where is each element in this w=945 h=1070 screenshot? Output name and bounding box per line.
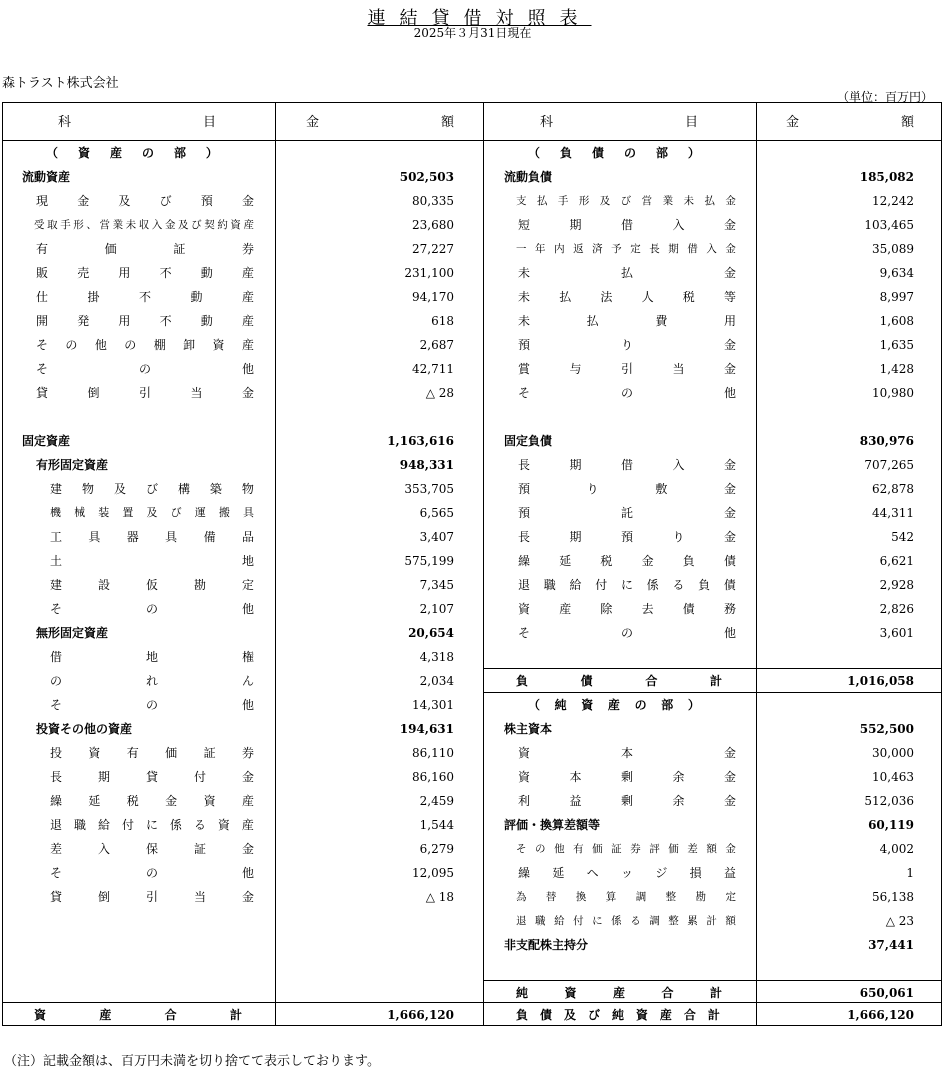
line-item-value: 27,227 [412,242,454,256]
line-item-label: 退 職 給 付 に 係 る 資 産 [50,818,254,832]
line-item-label: 長 期 預 り 金 [518,530,736,544]
line-item-value: 4,318 [419,650,454,664]
line-item-value: 10,980 [872,386,914,400]
line-item-label: 資 本 剰 余 金 [518,770,736,784]
line-item-label: そ の 他 [50,698,254,712]
line-item-label: 株主資本 [504,722,553,736]
line-item-value: 3,601 [879,626,914,640]
line-item-value: 56,138 [872,890,914,904]
line-item-label: 工 具 器 具 備 品 [50,530,254,544]
line-item-value: 42,711 [412,362,454,376]
line-item-value: 2,107 [419,602,454,616]
line-item-value: △ 18 [425,890,454,904]
line-item-value: 30,000 [872,746,914,760]
line-item-value: 7,345 [419,578,454,592]
line-item-value: 512,036 [864,794,914,808]
line-item-label: 固定負債 [504,434,553,448]
column-divider [483,102,484,1026]
line-item-value: 86,110 [412,746,454,760]
line-item-value: 3,407 [419,530,454,544]
line-item-label: 貸 倒 引 当 金 [50,890,254,904]
line-item-value: 86,160 [412,770,454,784]
line-item-value: 542 [891,530,914,544]
line-item-value: △ 28 [425,386,454,400]
line-item-value: 6,279 [419,842,454,856]
line-item-value: 80,335 [412,194,454,208]
line-item-label: 預 り 金 [518,338,736,352]
line-item-label: 繰 延 税 金 資 産 [50,794,254,808]
line-item-label: 現 金 及 び 預 金 [36,194,254,208]
line-item-label: 未 払 法 人 税 等 [518,290,736,304]
line-item-value: 14,301 [412,698,454,712]
document-title: 連結貸借対照表 [367,8,592,29]
line-item-label: 繰 延 税 金 負 債 [518,554,736,568]
header-right-amount: 金 額 [786,115,914,130]
line-item-label: 資 産 除 去 債 務 [518,602,736,616]
line-item-value: 353,705 [404,482,454,496]
line-item-label: そ の 他 の 棚 卸 資 産 [36,338,254,352]
unit-label: （単位：百万円） [836,90,933,104]
line-item-value: 6,621 [879,554,914,568]
line-item-value: 2,687 [419,338,454,352]
line-item-value: 94,170 [412,290,454,304]
line-item-label: 評価・換算差額等 [504,818,601,832]
company-name: 森トラスト株式会社 [2,76,119,91]
line-item-value: 1,635 [879,338,914,352]
line-item-label: そ の 他 有 価 証 券 評 価 差 額 金 [516,843,736,855]
line-item-value: 1,608 [879,314,914,328]
line-item-label: 借 地 権 [50,650,254,664]
line-item-label: そ の 他 [518,626,736,640]
line-item-value: 44,311 [872,506,914,520]
line-item-value: 1,016,058 [847,674,914,688]
line-item-label: 有形固定資産 [36,458,109,472]
section-heading: （ 資 産 の 部 ） [46,146,218,160]
line-item-label: 土 地 [50,554,254,568]
line-item-label: 投資その他の資産 [36,722,133,736]
header-left-amount: 金 額 [306,115,454,130]
line-item-label: 未 払 費 用 [518,314,736,328]
line-item-label: 負 債 合 計 [516,674,722,688]
line-item-label: そ の 他 [518,386,736,400]
line-item-label: 賞 与 引 当 金 [518,362,736,376]
section-heading: （ 負 債 の 部 ） [528,146,700,160]
header-left-item: 科 目 [58,115,216,130]
line-item-label: 販 売 用 不 動 産 [36,266,254,280]
line-item-value: 12,095 [412,866,454,880]
line-item-value: 552,500 [859,722,914,736]
line-item-label: 未 払 金 [518,266,736,280]
as-of-date: 2025年３月31日現在 [413,26,532,40]
section-heading: （ 純 資 産 の 部 ） [528,698,700,712]
line-item-value: 231,100 [404,266,454,280]
line-item-label: 純 資 産 合 計 [516,986,722,1000]
line-item-label: 預 託 金 [518,506,736,520]
total-liabilities-net-assets-label: 負 債 及 び 純 資 産 合 計 [516,1008,720,1022]
line-item-label: 開 発 用 不 動 産 [36,314,254,328]
line-item-label: 長 期 借 入 金 [518,458,736,472]
line-item-value: 2,034 [419,674,454,688]
line-item-value: 575,199 [404,554,454,568]
line-item-label: 投 資 有 価 証 券 [50,746,254,760]
line-item-value: 502,503 [399,170,454,184]
header-right-item: 科 目 [540,115,698,130]
line-item-label: 預 り 敷 金 [518,482,736,496]
column-divider [275,102,276,1026]
line-item-label: 仕 掛 不 動 産 [36,290,254,304]
line-item-value: 830,976 [859,434,914,448]
line-item-value: 2,928 [879,578,914,592]
line-item-label: 資 本 金 [518,746,736,760]
line-item-label: そ の 他 [36,362,254,376]
line-item-value: 2,826 [879,602,914,616]
line-item-label: 固定資産 [22,434,71,448]
line-item-value: 1,163,616 [387,434,454,448]
line-item-label: 退 職 給 付 に 係 る 調 整 累 計 額 [516,915,736,927]
line-item-label: 一 年 内 返 済 予 定 長 期 借 入 金 [516,243,736,255]
line-item-label: 短 期 借 入 金 [518,218,736,232]
line-item-label: 差 入 保 証 金 [50,842,254,856]
total-assets-value: 1,666,120 [387,1008,454,1022]
line-item-label: 繰 延 ヘ ッ ジ 損 益 [518,866,736,880]
line-item-label: 建 設 仮 勘 定 [50,578,254,592]
line-item-value: 4,002 [879,842,914,856]
line-item-value: 1,544 [419,818,454,832]
line-item-value: 35,089 [872,242,914,256]
line-item-label: 利 益 剰 余 金 [518,794,736,808]
line-item-label: 有 価 証 券 [36,242,254,256]
line-item-value: 23,680 [412,218,454,232]
line-item-value: 185,082 [859,170,914,184]
column-divider [756,102,757,1026]
line-item-value: 103,465 [864,218,914,232]
line-item-label: の れ ん [50,674,254,688]
total-assets-label: 資 産 合 計 [34,1008,242,1022]
line-item-value: 618 [431,314,454,328]
footnote: （注）記載金額は、百万円未満を切り捨てて表示しております。 [4,1054,380,1069]
line-item-label: 機 械 装 置 及 び 運 搬 具 [50,506,254,519]
line-item-label: そ の 他 [50,602,254,616]
line-item-label: 退 職 給 付 に 係 る 負 債 [518,578,736,592]
line-item-value: 62,878 [872,482,914,496]
line-item-label: 受 取 手 形 、 営 業 未 収 入 金 及 び 契 約 資 産 [34,219,254,231]
line-item-label: そ の 他 [50,866,254,880]
line-item-value: 10,463 [872,770,914,784]
line-item-value: 12,242 [872,194,914,208]
line-item-value: 1,428 [879,362,914,376]
line-item-label: 無形固定資産 [36,626,109,640]
line-item-label: 流動負債 [504,170,553,184]
line-item-label: 支 払 手 形 及 び 営 業 未 払 金 [516,195,736,207]
line-item-label: 非支配株主持分 [504,938,589,952]
line-item-value: 2,459 [419,794,454,808]
line-item-value: 650,061 [859,986,914,1000]
line-item-value: 6,565 [419,506,454,520]
line-item-label: 為 替 換 算 調 整 勘 定 [516,891,736,903]
line-item-value: 194,631 [399,722,454,736]
line-item-value: 1 [906,866,914,880]
line-item-label: 流動資産 [22,170,71,184]
line-item-value: △ 23 [885,914,914,928]
line-item-label: 貸 倒 引 当 金 [36,386,254,400]
line-item-value: 707,265 [864,458,914,472]
line-item-label: 長 期 貸 付 金 [50,770,254,784]
line-item-value: 8,997 [879,290,914,304]
line-item-value: 948,331 [399,458,454,472]
line-item-value: 9,634 [879,266,914,280]
total-liabilities-net-assets-value: 1,666,120 [847,1008,914,1022]
line-item-value: 20,654 [408,626,454,640]
line-item-value: 60,119 [868,818,914,832]
line-item-label: 建 物 及 び 構 築 物 [50,482,254,496]
line-item-value: 37,441 [868,938,914,952]
